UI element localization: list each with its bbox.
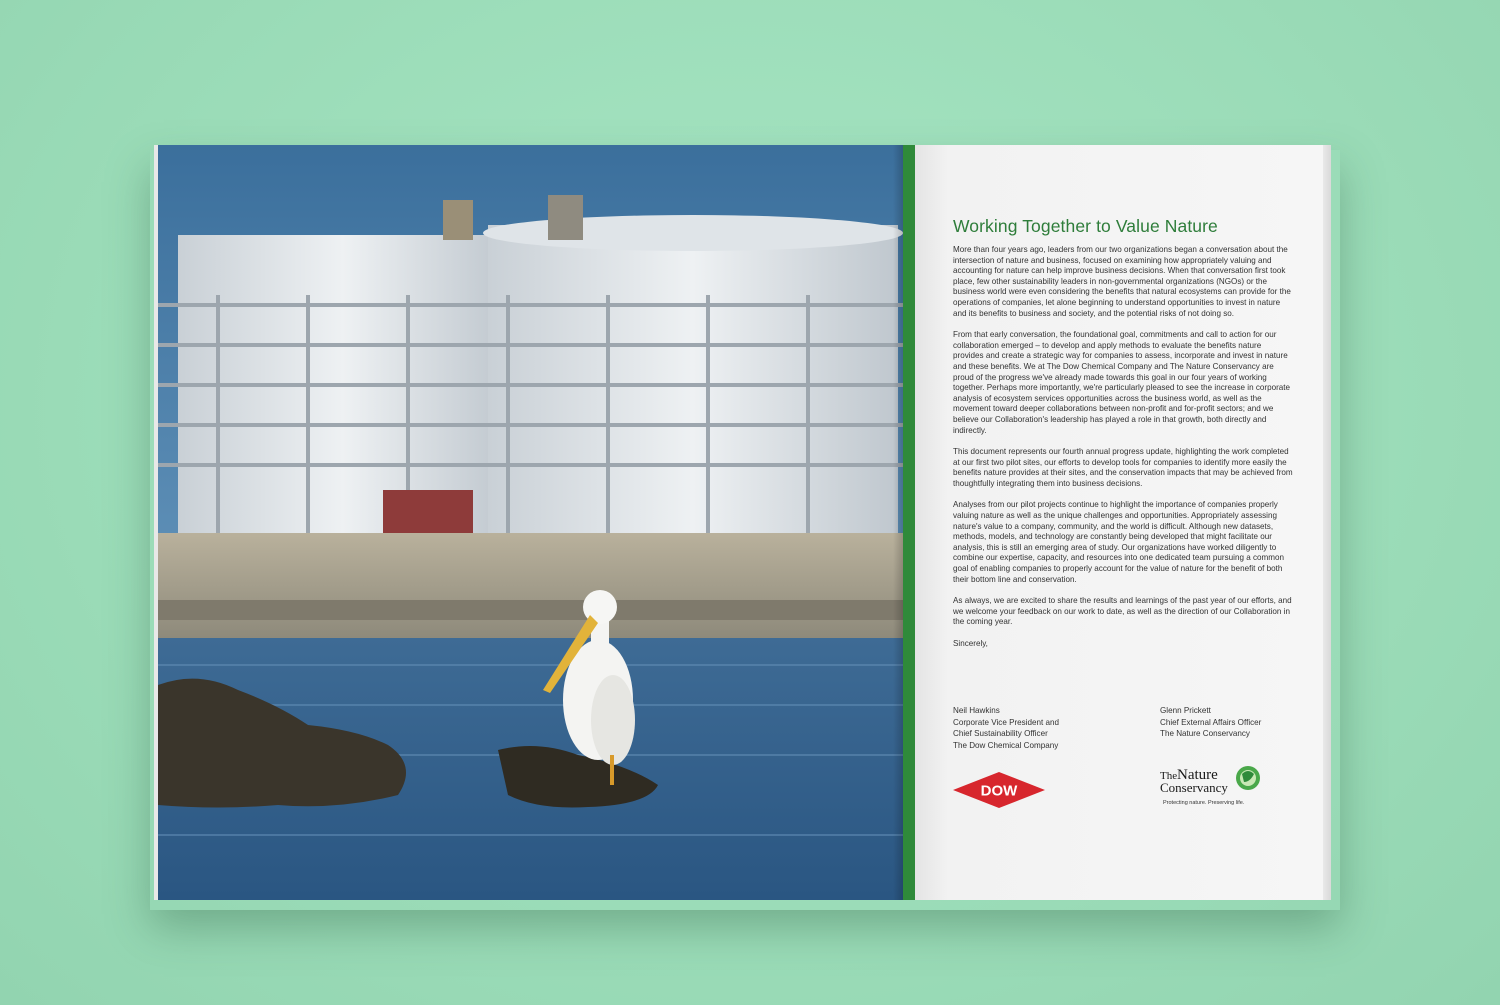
signatory-org: The Dow Chemical Company <box>953 740 1059 750</box>
signatory-title: Chief External Affairs Officer <box>1160 717 1262 727</box>
page-edge-right <box>1323 145 1331 900</box>
closing: Sincerely, <box>953 639 988 648</box>
signatory-org: The Nature Conservancy <box>1160 729 1250 739</box>
cover-photo-pelican <box>158 145 903 900</box>
paragraph-1: More than four years ago, leaders from our two organizations began a conversation about the intersection of nature and business, focused on examining how appropriately valuing and accounting for nature can help improve business decisions. When that conversation first took place, few other sustainability leaders in non-governmental organizations (NGOs) or the business world were even considering the benefits that natural ecosystems can provide for the operations of companies, let alone beginning to understand opportunities to invest in nature and its benefits to business and society, and the potential risks of not doing so. <box>953 245 1291 318</box>
industrial-pelican-photo <box>158 145 903 900</box>
tnc-conservancy: Conservancy <box>1160 780 1228 795</box>
paragraph-5: As always, we are excited to share the results and learnings of the past year of our efforts, and we welcome your feedback on our work to date, as well as the direction of our Collaboration in the coming year. <box>953 596 1292 627</box>
signature-right <box>1160 705 1261 740</box>
letter-body <box>953 245 1293 661</box>
dow-logo-text: DOW <box>980 782 1018 800</box>
tnc-tagline: Protecting nature. Preserving life. <box>1163 800 1245 806</box>
tnc-nature: Nature <box>1177 767 1218 783</box>
tnc-logo <box>1158 764 1298 808</box>
paragraph-2: From that early conversation, the foundational goal, commitments and call to action for our collaboration emerged – to develop and apply methods to evaluate the benefits nature provides and create a strategic way for companies to assess, incorporate and invest in nature and these benefits. We at The Dow Chemical Company and The Nature Conservancy are proud of the progress we've already made towards this goal in our four years of working together. Perhaps more importantly, we're particularly pleased to see the increase in corporate analysis of ecosystem services opportunities across the business world, as well as the movement toward deeper collaborations between non-profit and for-profit sectors; and we believe our Collaboration's leadership has played a role in that growth, both directly and indirectly. <box>953 330 1291 435</box>
signatory-name: Neil Hawkins <box>953 706 1000 715</box>
paragraph-4: Analyses from our pilot projects continue to highlight the importance of companies properly valuing nature as well as the unique challenges and opportunities. Appropriately assessing nature's value to a company, community, and the world is difficult. Although new datasets, methods, models, and technology are constantly being developed that might facilitate our analysis, this is still an emerging area of study. Our organizations have worked diligently to combine our expertise, capacity, and resources into one dedicated team pursuing a common goal of enabling companies to properly account for the value of nature for the benefit of both their bottom line and conservation. <box>953 500 1284 584</box>
tnc-logo-mark <box>1158 764 1298 808</box>
signatory-title: Chief Sustainability Officer <box>953 729 1048 739</box>
signatory-title: Corporate Vice President and <box>953 717 1060 727</box>
page-heading: Working Together to Value Nature <box>953 216 1218 236</box>
paragraph-3: This document represents our fourth annual progress update, highlighting the work completed at our first two pilot sites, our efforts to develop tools for companies to identify more easily the benefits nature provides at their sites, and the conservation impacts that may be achieved from thoughtfully integrating them into business decisions. <box>953 447 1293 488</box>
green-accent-bar <box>903 145 915 900</box>
dow-diamond-icon <box>953 772 1045 808</box>
dow-logo <box>953 772 1045 808</box>
tnc-the: The <box>1160 770 1178 782</box>
signatory-name: Glenn Prickett <box>1160 706 1211 715</box>
signature-left <box>953 705 1059 751</box>
